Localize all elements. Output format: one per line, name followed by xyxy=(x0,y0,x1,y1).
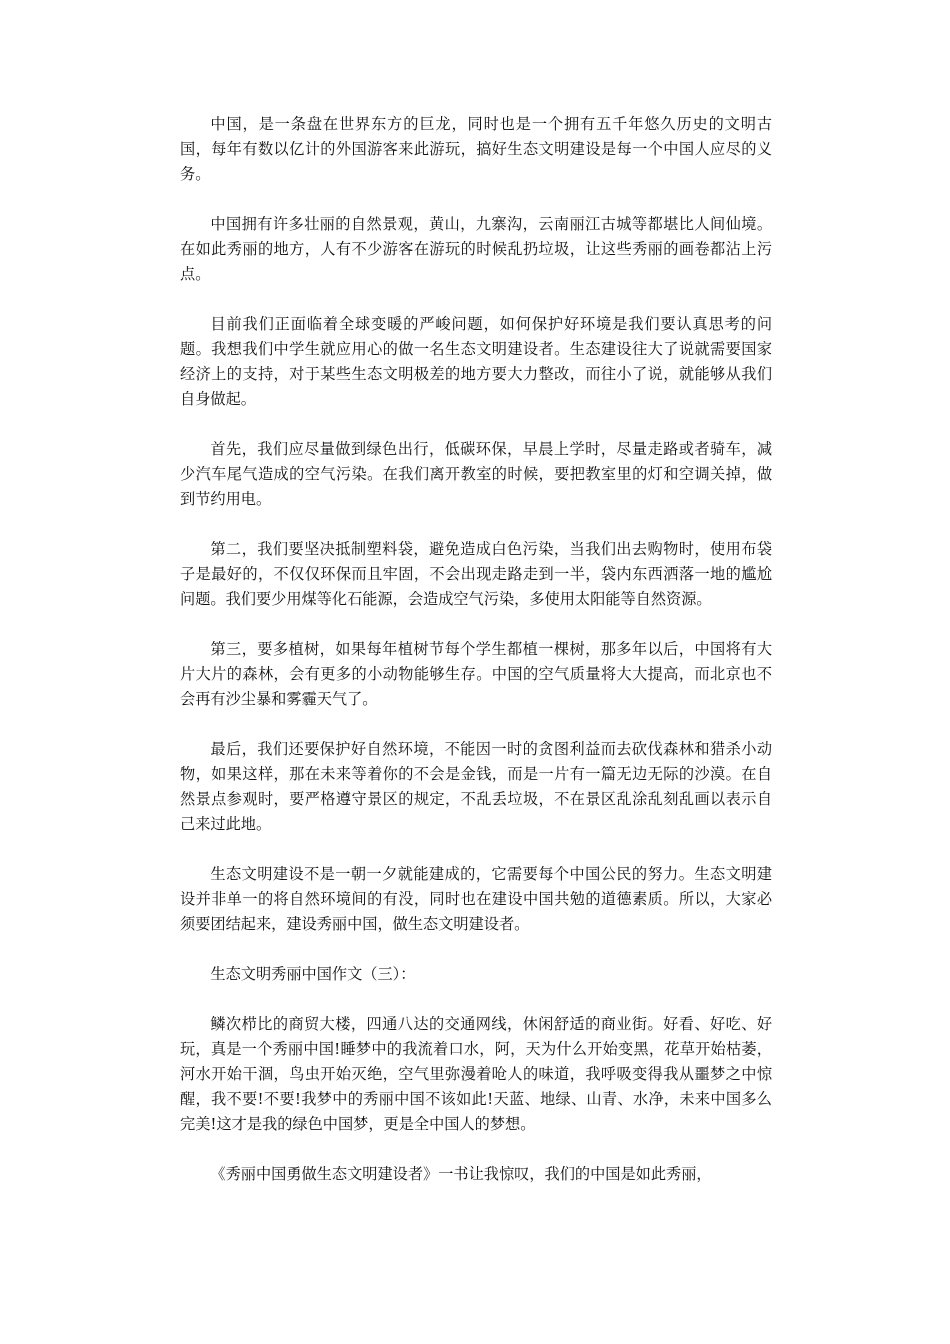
section-heading: 生态文明秀丽中国作文（三）： xyxy=(210,965,416,983)
paragraph-landscapes: 中国拥有许多壮丽的自然景观，黄山，九寨沟，云南丽江古城等都堪比人间仙境。在如此秀丽的地方，人有不少游客在游玩的时候乱扔垃圾，让这些秀丽的画卷都沾上污点。 xyxy=(180,215,772,283)
paragraph-global-warming: 目前我们正面临着全球变暖的严峻问题，如何保护好环境是我们要认真思考的问题。我想我们中学生就应用心的做一名生态文明建设者。生态建设往大了说就需要国家经济上的支持，对于某些生态文明极差的地方要大力整改，而往小了说，就能够从我们自身做起。 xyxy=(180,315,772,408)
paragraph-book: 《秀丽中国勇做生态文明建设者》一书让我惊叹，我们的中国是如此秀丽， xyxy=(210,1165,712,1183)
paragraph-dream: 鳞次栉比的商贸大楼，四通八达的交通网线，休闲舒适的商业街。好看、好吃、好玩，真是一个秀丽中国!睡梦中的我流着口水，阿，天为什么开始变黑，花草开始枯萎，河水开始干涸，鸟虫开始灭绝，空气里弥漫着呛人的味道，我呼吸变得我从噩梦之中惊醒，我不要!不要!我梦中的秀丽中国不该如此!天蓝、地绿、山青、水净，未来中国多么完美!这才是我的绿色中国梦，更是全中国人的梦想。 xyxy=(180,1015,772,1133)
paragraph-third-point: 第三，要多植树，如果每年植树节每个学生都植一棵树，那多年以后，中国将有大片大片的森林，会有更多的小动物能够生存。中国的空气质量将大大提高，而北京也不会再有沙尘暴和雾霾天气了。 xyxy=(180,640,772,708)
paragraph-second-point: 第二，我们要坚决抵制塑料袋，避免造成白色污染，当我们出去购物时，使用布袋子是最好的，不仅仅环保而且牢固，不会出现走路走到一半，袋内东西洒落一地的尴尬问题。我们要少用煤等化石能源，会造成空气污染，多使用太阳能等自然资源。 xyxy=(180,540,772,608)
paragraph-first-point: 首先，我们应尽量做到绿色出行，低碳环保，早晨上学时，尽量走路或者骑车，减少汽车尾气造成的空气污染。在我们离开教室的时候，要把教室里的灯和空调关掉，做到节约用电。 xyxy=(180,440,772,508)
document-page xyxy=(180,112,772,1187)
paragraph-conclusion: 生态文明建设不是一朝一夕就能建成的，它需要每个中国公民的努力。生态文明建设并非单一的将自然环境间的有没，同时也在建设中国共勉的道德素质。所以，大家必须要团结起来，建设秀丽中国，做生态文明建设者。 xyxy=(180,865,772,933)
paragraph-intro: 中国，是一条盘在世界东方的巨龙，同时也是一个拥有五千年悠久历史的文明古国，每年有数以亿计的外国游客来此游玩，搞好生态文明建设是每一个中国人应尽的义务。 xyxy=(180,115,772,183)
paragraph-finally: 最后，我们还要保护好自然环境，不能因一时的贪图利益而去砍伐森林和猎杀小动物，如果这样，那在未来等着你的不会是金钱，而是一片有一篇无边无际的沙漠。在自然景点参观时，要严格遵守景区的规定，不乱丢垃圾，不在景区乱涂乱刻乱画以表示自己来过此地。 xyxy=(180,740,772,833)
